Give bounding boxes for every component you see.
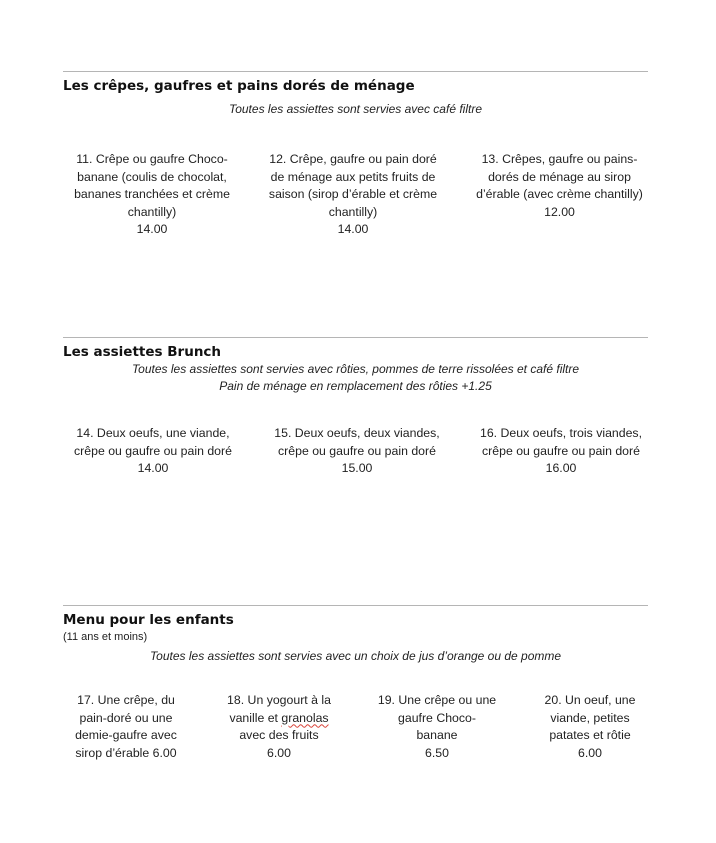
menu-items (63, 151, 648, 239)
section-title: Menu pour les enfants (63, 612, 234, 628)
spellcheck-underline: granolas (281, 710, 329, 725)
item-price: 14.00 (137, 461, 169, 475)
item-price: 16.00 (545, 461, 577, 475)
section-title: Les crêpes, gaufres et pains dorés de ménage (63, 78, 415, 94)
section-divider (63, 337, 648, 338)
item-price: 6.00 (578, 745, 602, 760)
menu-item-17: 17. Une crêpe, du pain-doré ou une demie-gaufre avec sirop d’érable 6.00 (75, 693, 177, 760)
section-subtitle: (11 ans et moins) (63, 631, 148, 643)
menu-item-18: 18. Un yogourt à la vanille et granolas avec des fruits 6.00 (214, 692, 344, 762)
section-title: Les assiettes Brunch (63, 344, 222, 360)
note-line: Toutes les assiettes sont servies avec un choix de jus d’orange ou de pomme (149, 649, 562, 663)
menu-item-11: 11. Crêpe ou gaufre Choco- banane (coulis de chocolat, bananes tranchées et crème chantilly) 14.00 (67, 151, 237, 239)
item-price: 14.00 (136, 222, 168, 236)
note-line: Toutes les assiettes sont servies avec rôties, pommes de terre rissolées et café filtre (131, 362, 580, 376)
item-price: 15.00 (341, 461, 373, 475)
section-note (63, 648, 648, 665)
menu-item-15: 15. Deux oeufs, deux viandes, crêpe ou gaufre ou pain doré 15.00 (265, 425, 450, 478)
menu-item-20: 20. Un oeuf, une viande, petites patates et rôtie 6.00 (530, 692, 650, 762)
menu-item-19: 19. Une crêpe ou une gaufre Choco- banane 6.50 (367, 692, 507, 762)
section-note (63, 101, 648, 118)
item-price: 12.00 (544, 204, 575, 219)
section-crepes (63, 71, 648, 239)
menu-item-12: 12. Crêpe, gaufre ou pain doré de ménage aux petits fruits de saison (sirop d’érable et crème chantilly) 14.00 (258, 151, 448, 239)
section-note (63, 361, 648, 395)
note-line: Toutes les assiettes sont servies avec café filtre (228, 102, 482, 116)
menu-items (63, 692, 648, 762)
note-line: Pain de ménage en remplacement des rôties +1.25 (219, 379, 492, 393)
item-price: 6.50 (425, 745, 449, 760)
menu-item-13: 13. Crêpes, gaufre ou pains- dorés de ménage au sirop d’érable (avec crème chantilly) 12.00 (467, 151, 652, 239)
section-kids (63, 605, 648, 762)
section-brunch (63, 337, 648, 478)
item-price: 6.00 (267, 745, 291, 760)
menu-items (63, 425, 648, 478)
section-divider (63, 71, 648, 72)
menu-item-14: 14. Deux oeufs, une viande, crêpe ou gaufre ou pain doré 14.00 (63, 425, 243, 478)
menu-item-16: 16. Deux oeufs, trois viandes, crêpe ou gaufre ou pain doré 16.00 (471, 425, 651, 478)
item-price: 14.00 (337, 222, 369, 236)
section-divider (63, 605, 648, 606)
